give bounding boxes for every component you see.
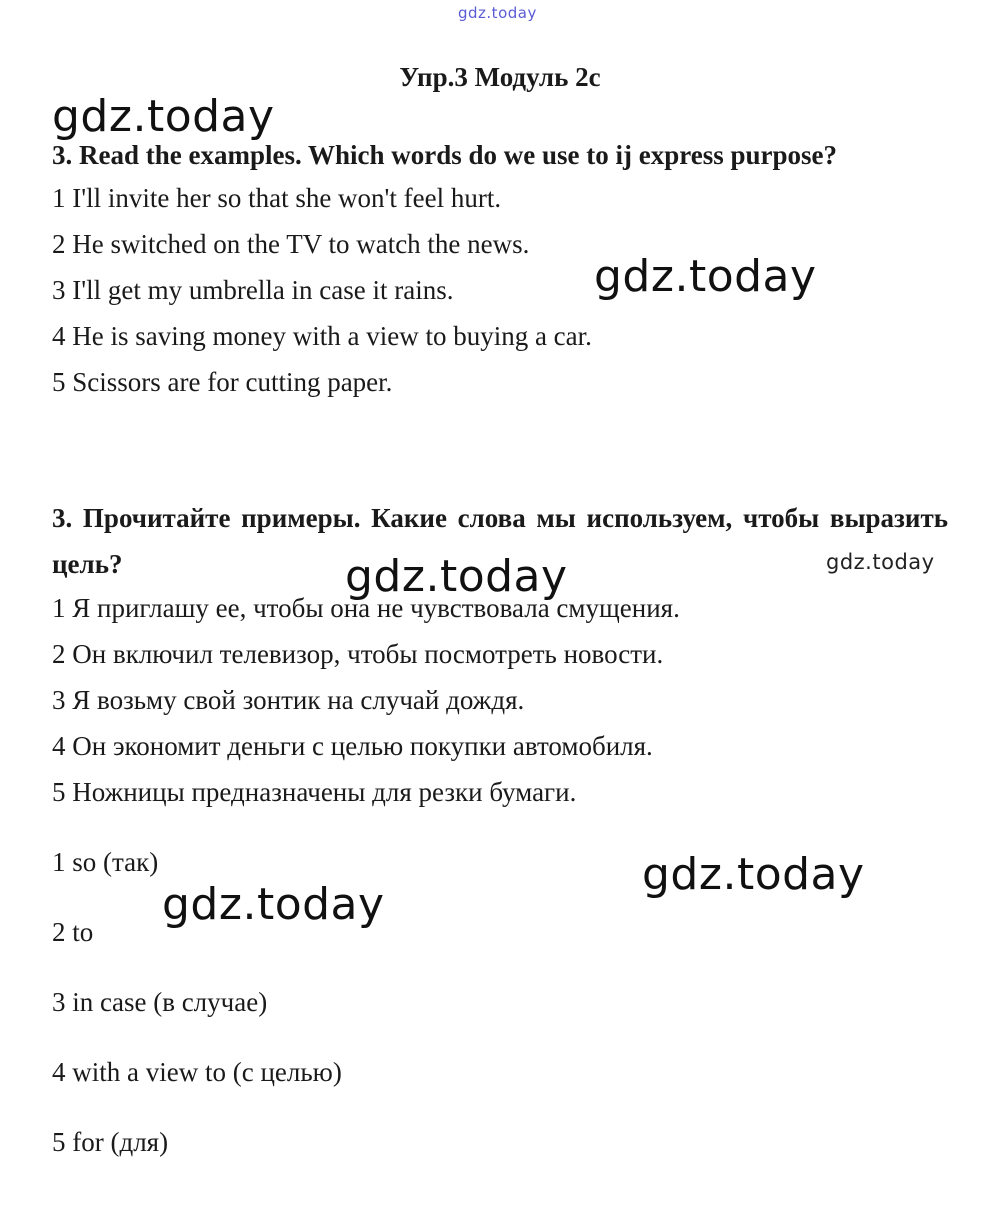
russian-item: 4 Он экономит деньги с целью покупки автомобиля. [52,731,653,761]
watermark: gdz.today [162,879,385,930]
answer-item: 5 for (для) [52,1127,169,1157]
answer-item: 1 so (так) [52,847,159,877]
english-item: 5 Scissors are for cutting paper. [52,367,393,397]
english-heading: 3. Read the examples. Which words do we use to ij express purpose? [52,140,838,170]
answer-item: 3 in case (в случае) [52,987,268,1017]
answer-item: 2 to [52,917,94,947]
watermark: gdz.today [52,91,275,142]
watermark-top: gdz.today [458,4,537,22]
watermark: gdz.today [345,551,568,602]
russian-item: 3 Я возьму свой зонтик на случай дождя. [52,685,525,715]
english-item: 1 I'll invite her so that she won't feel hurt. [52,183,502,213]
english-item: 4 He is saving money with a view to buying a car. [52,321,592,351]
watermark: gdz.today [594,251,817,302]
russian-heading: 3. Прочитайте примеры. Какие слова мы используем, чтобы выразить цель? [52,503,948,579]
page-title: Упр.3 Модуль 2c [399,62,601,92]
russian-item: 5 Ножницы предназначены для резки бумаги. [52,777,577,807]
watermark-small: gdz.today [826,550,935,574]
answer-item: 4 with a view to (с целью) [52,1057,342,1087]
russian-item: 1 Я приглашу ее, чтобы она не чувствовала смущения. [52,593,680,623]
english-item: 2 He switched on the TV to watch the news. [52,229,530,259]
russian-item: 2 Он включил телевизор, чтобы посмотреть новости. [52,639,664,669]
english-item: 3 I'll get my umbrella in case it rains. [52,275,454,305]
watermark: gdz.today [642,849,865,900]
